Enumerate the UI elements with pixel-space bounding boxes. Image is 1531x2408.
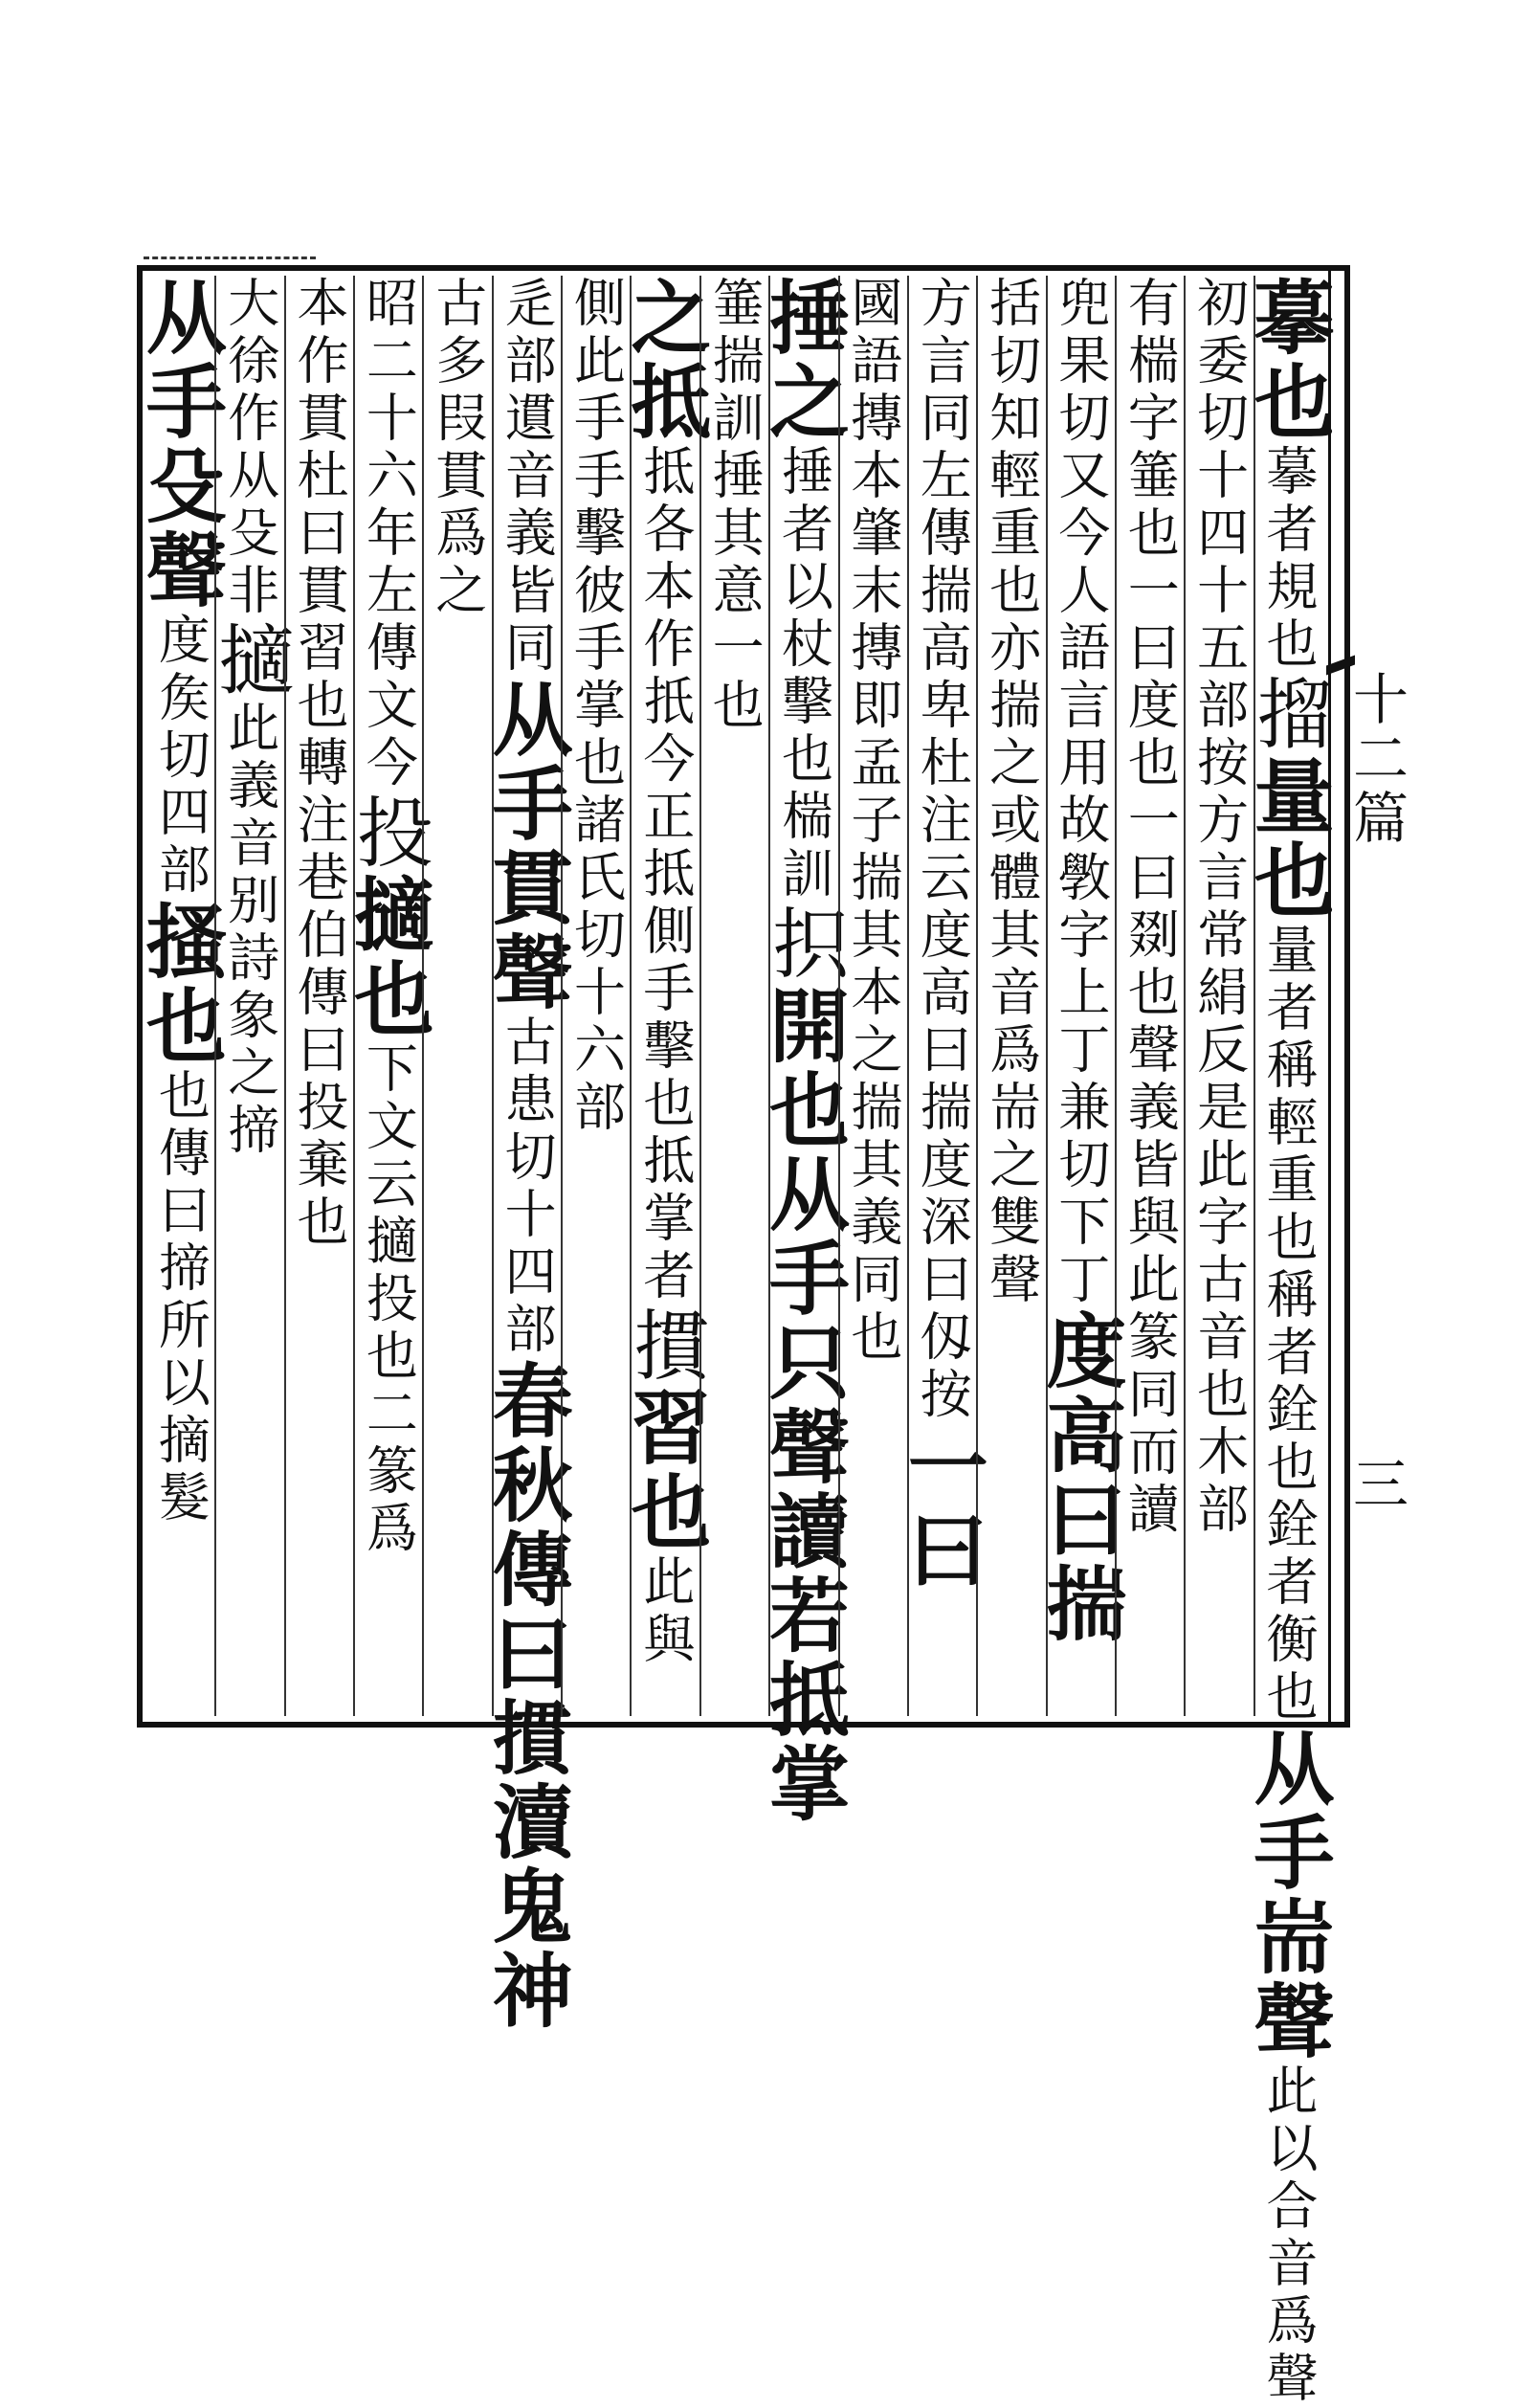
seal-script-glyph: 投 — [344, 792, 433, 873]
commentary-text: 抵各本作扺今正抵側手擊也抵掌者 — [634, 444, 696, 1305]
commentary-text: 此義音别詩象之揥 — [219, 701, 280, 1160]
commentary-text: 古患切十四部 — [497, 1014, 558, 1359]
column-rule — [1254, 276, 1255, 1716]
commentary-text: 度矦切四部 — [150, 613, 211, 900]
seal-script-glyph: 㨨 — [1243, 674, 1333, 754]
commentary-text: 方言同左傳揣高卑杜注云度高曰揣度深曰仭按 — [912, 276, 973, 1424]
column-rule — [699, 276, 701, 1716]
headword-text: 之抵 — [617, 276, 713, 444]
headword-text: 開也从手只聲讀若抵掌 — [756, 984, 852, 1826]
column-rule — [214, 276, 216, 1716]
column-rule — [907, 276, 909, 1716]
text-column-14 — [341, 276, 436, 1716]
headword-text: 从手貫聲 — [479, 678, 575, 1014]
juan-label: 十二篇 — [1343, 670, 1409, 848]
headword-text: 搔也 — [133, 900, 229, 1068]
commentary-text: 量者稱輕重也稱者銓也銓者衡也 — [1257, 923, 1319, 1727]
headword-text: 捶之 — [756, 276, 852, 444]
commentary-text: 國語摶本肇末摶即孟子揣其本之揣其義同也 — [842, 276, 903, 1367]
commentary-text: 也傳曰揥所以摘髮 — [150, 1068, 211, 1527]
headword-text: 度高曰揣 — [1032, 1309, 1128, 1646]
column-rule — [1184, 276, 1186, 1716]
text-column-2 — [1184, 276, 1253, 1716]
commentary-text: 此與 — [634, 1554, 696, 1669]
column-rule — [630, 276, 632, 1716]
commentary-text: 古多叚貫爲之 — [427, 276, 488, 620]
commentary-text: 有椯字箠也一曰度也一曰剟也聲義皆與此篆同而讀 — [1120, 276, 1181, 1539]
headword-text: 一曰 — [895, 1424, 990, 1593]
headword-text: 从手耑聲 — [1240, 1727, 1336, 2063]
commentary-text: 轉注巷伯傳曰投棄也 — [289, 735, 350, 1252]
headword-text: 量也 — [1240, 754, 1336, 923]
headword-text: 摹也 — [1240, 276, 1336, 444]
commentary-text: 大徐作从殳非 — [219, 276, 280, 620]
commentary-text: 箠揣訓捶其意一也 — [704, 276, 766, 735]
commentary-text: 辵部遦音義皆同 — [497, 276, 558, 678]
commentary-text: 括切知輕重也亦揣之或體其音爲耑之雙聲 — [981, 276, 1042, 1309]
commentary-text: 捶者以杖擊也椯訓 — [773, 444, 834, 903]
commentary-text: 初委切十四十五部按方言常絹反是此字古音也木部 — [1188, 276, 1250, 1539]
column-rule — [768, 276, 770, 1716]
text-column-8 — [756, 276, 852, 1826]
column-rule — [561, 276, 563, 1716]
commentary-text: 摹者規也 — [1257, 444, 1319, 674]
column-rule — [1115, 276, 1117, 1716]
column-rule — [976, 276, 978, 1716]
column-rule — [284, 276, 286, 1716]
text-column-17 — [133, 276, 229, 1716]
seal-script-glyph: 摜 — [620, 1305, 710, 1386]
column-rule — [422, 276, 424, 1716]
headword-text: 習也 — [617, 1386, 713, 1554]
headword-text: 擿也 — [341, 873, 436, 1041]
headword-text: 从手殳聲 — [133, 276, 229, 613]
commentary-text: 下文云擿投也二篆爲 — [358, 1041, 419, 1558]
text-column-1 — [1240, 276, 1336, 2408]
commentary-text: 此以合音爲聲 — [1257, 2063, 1319, 2408]
commentary-text: 側此手手擊彼手掌也諸氏切十六部 — [566, 276, 627, 1137]
text-column-4 — [1032, 276, 1128, 1716]
commentary-text: 兜果切又今人語言用故斆字上丁兼切下丁 — [1050, 276, 1111, 1309]
text-column-15 — [284, 276, 353, 1716]
text-column-6 — [895, 276, 990, 1716]
column-rule — [353, 276, 355, 1716]
column-rule — [838, 276, 840, 1716]
commentary-text: 昭二十六年左傳文今 — [358, 276, 419, 792]
seal-script-glyph: 擿 — [205, 620, 295, 701]
page-number: 三 — [1343, 1455, 1409, 1510]
seal-script-glyph: 抧 — [759, 903, 849, 984]
top-edge-speck — [144, 256, 316, 263]
column-rule — [492, 276, 494, 1716]
column-rule — [1046, 276, 1048, 1716]
commentary-text: 本作貫杜曰貫習也 — [289, 276, 350, 735]
headword-text: 春秋傳曰摜瀆鬼神 — [479, 1359, 575, 2033]
text-column-10 — [617, 276, 713, 1716]
text-column-12 — [479, 276, 575, 2033]
